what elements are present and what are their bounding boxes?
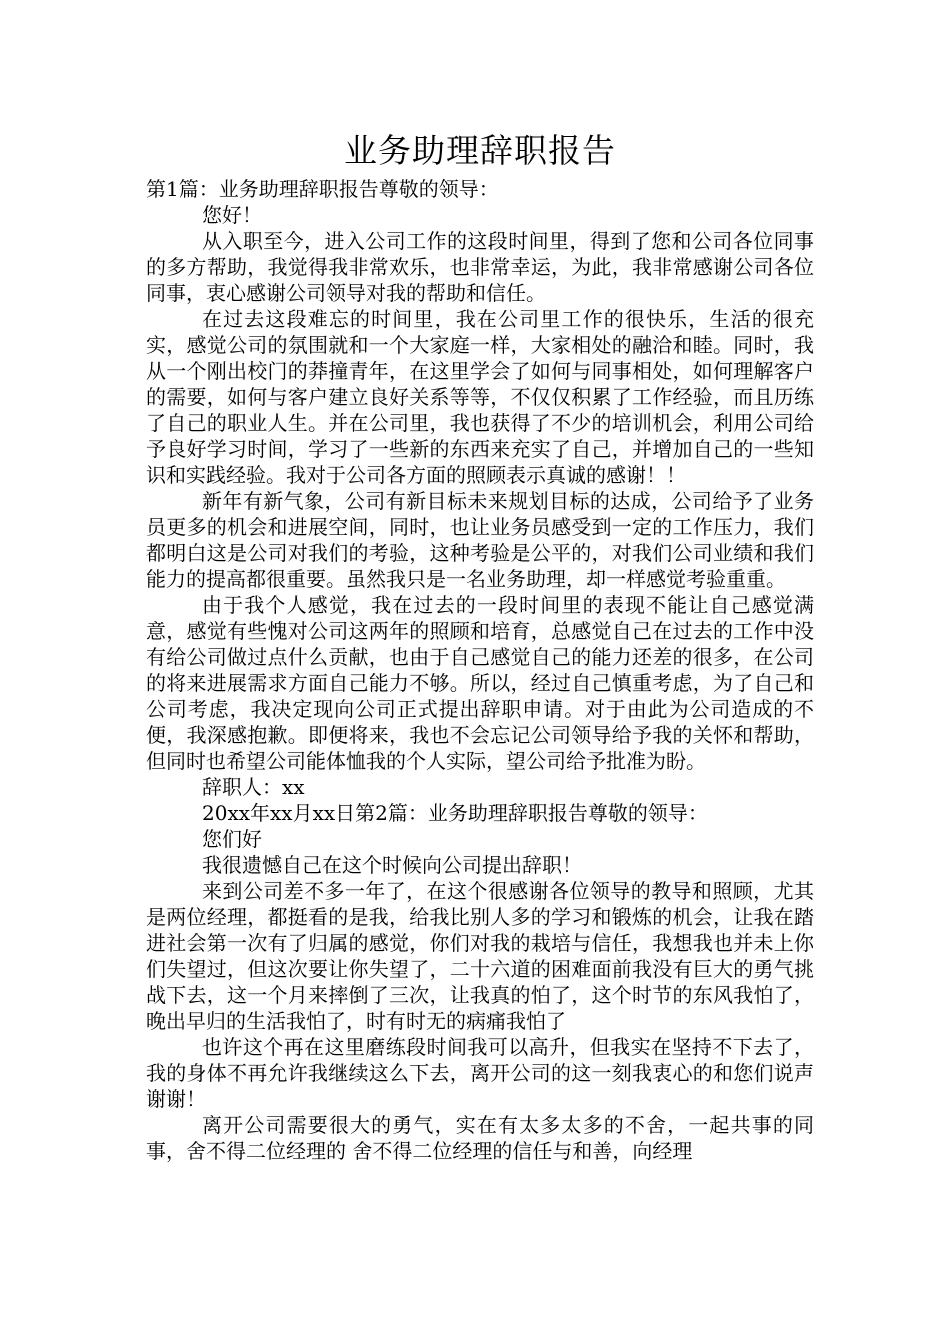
paragraph-date-part2-heading: 20xx年xx月xx日第2篇：业务助理辞职报告尊敬的领导： xyxy=(202,801,708,825)
paragraph: 我很遗憾自己在这个时候向公司提出辞职！ xyxy=(202,853,582,877)
paragraph: 由于我个人感觉，我在过去的一段时间里的表现不能让自己感觉满意，感觉有些愧对公司这两年的照顾和培育，总感觉自己在过去的工作中没有给公司做过点什么贡献，也由于自己感觉自己的能力还差的很多，在公司的将来进展需求方面自己能力不够。所以，经过自己慎重考虑，为了自己和公司考虑，我决定现向公司正式提出辞职申请。对于由此为公司造成的不便，我深感抱歉。即便将来，我也不会忘记公司领导给予我的关怀和帮助，但同时也希望公司能体恤我的个人实际，望公司给予批准为盼。 xyxy=(146,593,814,773)
paragraph-greeting: 您好！ xyxy=(202,203,262,227)
paragraph: 也许这个再在这里磨练段时间我可以高升，但我实在坚持不下去了，我的身体不再允许我继续这么下去，离开公司的这一刻我衷心的和您们说声谢谢！ xyxy=(146,1035,814,1111)
document-title: 业务助理辞职报告 xyxy=(344,131,616,170)
paragraph: 新年有新气象，公司有新目标未来规划目标的达成，公司给予了业务员更多的机会和进展空间，同时，也让业务员感受到一定的工作压力，我们都明白这是公司对我们的考验，这种考验是公平的，对我们公司业绩和我们能力的提高都很重要。虽然我只是一名业务助理，却一样感觉考验重重。 xyxy=(146,489,814,591)
document-page xyxy=(146,128,814,1164)
paragraph: 在过去这段难忘的时间里，我在公司里工作的很快乐，生活的很充实，感觉公司的氛围就和一个大家庭一样，大家相处的融洽和睦。同时，我从一个刚出校门的莽撞青年，在这里学会了如何与同事相处，如何理解客户的需要，如何与客户建立良好关系等等，不仅仅积累了工作经验，而且历练了自己的职业人生。并在公司里，我也获得了不少的培训机会，利用公司给予良好学习时间，学习了一些新的东西来充实了自己，并增加自己的一些知识和实践经验。我对于公司各方面的照顾表示真诚的感谢！！ xyxy=(146,307,814,487)
paragraph-signature: 辞职人：xx xyxy=(202,775,305,799)
paragraph: 离开公司需要很大的勇气，实在有太多太多的不舍，一起共事的同事，舍不得二位经理的 舍不得二位经理的信任与和善，向经理 xyxy=(146,1113,814,1163)
paragraph: 从入职至今，进入公司工作的这段时间里，得到了您和公司各位同事的多方帮助，我觉得我非常欢乐，也非常幸运，为此，我非常感谢公司各位同事，衷心感谢公司领导对我的帮助和信任。 xyxy=(146,229,814,305)
document-body xyxy=(146,176,814,1164)
paragraph-part1-heading: 第1篇：业务助理辞职报告尊敬的领导： xyxy=(146,177,499,201)
paragraph-greeting: 您们好 xyxy=(202,827,262,851)
paragraph: 来到公司差不多一年了，在这个很感谢各位领导的教导和照顾，尤其是两位经理，都挺看的是我，给我比别人多的学习和锻炼的机会，让我在踏进社会第一次有了归属的感觉，你们对我的栽培与信任，我想我也并未上你们失望过，但这次要让你失望了，二十六道的困难面前我没有巨大的勇气挑战下去，这一个月来摔倒了三次，让我真的怕了，这个时节的东风我怕了，晚出早归的生活我怕了，时有时无的病痛我怕了 xyxy=(146,879,814,1033)
